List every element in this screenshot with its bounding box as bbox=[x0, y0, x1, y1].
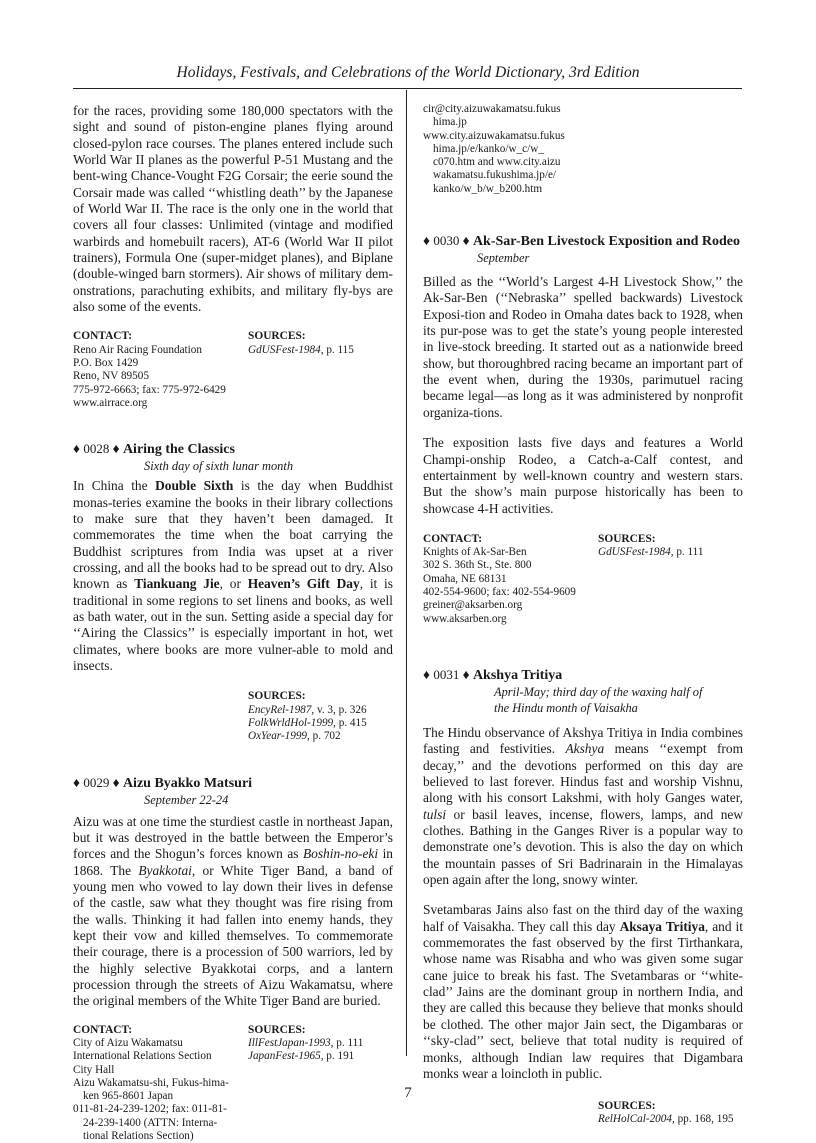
diamond-icon: ♦ bbox=[112, 441, 123, 457]
entry-heading bbox=[73, 440, 393, 458]
sources-block bbox=[423, 1100, 743, 1127]
contact-column bbox=[73, 1024, 238, 1143]
contact-column bbox=[73, 330, 238, 410]
contact-line: 011-81-24-239-1202; fax: 011-81-24-239-1400 (ATTN: Interna-tional Relations Section) bbox=[73, 1103, 227, 1143]
entry-title: Aizu Byakko Matsuri bbox=[122, 775, 253, 791]
sources-column bbox=[598, 533, 743, 560]
entry-date bbox=[73, 458, 393, 474]
left-column bbox=[73, 103, 393, 1143]
paragraph bbox=[423, 274, 743, 421]
contact-label: CONTACT: bbox=[73, 330, 133, 343]
paragraph bbox=[423, 435, 743, 517]
entry-heading bbox=[423, 232, 743, 250]
contact-line: www.airrace.org bbox=[73, 396, 148, 409]
contact-label: CONTACT: bbox=[423, 532, 483, 545]
source-citation bbox=[248, 344, 393, 357]
running-head: Holidays, Festivals, and Celebrations of the World Dictionary, 3rd Edition bbox=[176, 64, 640, 81]
text-run: pp. 168, 195 bbox=[674, 1113, 734, 1126]
source-citation bbox=[598, 546, 743, 559]
contact-column bbox=[423, 533, 588, 626]
bold-term: Double Sixth bbox=[155, 478, 234, 494]
date-line: September 22-24 bbox=[144, 792, 229, 807]
italic-term: JapanFest-1965, bbox=[248, 1050, 324, 1063]
right-column bbox=[423, 103, 743, 1127]
text-run: The Hindu observance of Akshya Tritiya in India combines fasting and festivities. bbox=[423, 724, 743, 757]
italic-term: GdUSFest-1984, bbox=[598, 546, 674, 559]
contact-sources-block bbox=[73, 1024, 393, 1143]
diamond-icon: ♦ bbox=[73, 774, 84, 790]
bold-term: Heaven’s Gift Day bbox=[247, 576, 360, 592]
text-run: p. 115 bbox=[323, 343, 354, 356]
text-run: p. 191 bbox=[323, 1050, 355, 1063]
entry-title: Airing the Classics bbox=[122, 442, 235, 458]
bold-term: Tiankuang Jie bbox=[134, 576, 220, 592]
text-run: , or bbox=[219, 576, 248, 592]
contact-line: www.aksarben.org bbox=[423, 612, 507, 625]
italic-term: OxYear-1999, bbox=[248, 730, 310, 743]
entry-number: 0029 bbox=[83, 774, 113, 790]
text-run: for the races, providing some 180,000 spectators with the sight and sound of piston-engine planes flying around closed-pylon race courses. The planes entered include such World War II planes as the powerful P-51 Mustang and the bent-wing Chance-Vought F2G Corsair; the eerie sound the Corsair made was called ‘‘whistling death’’ by the Japanese of World War II. The race is the only one in the world that covers all four classes: Unlimited (vintage and modified warbirds and homebuilt racers), AT-6 (World War II pilot trainers), Formula One (super-midget planes), and Biplane (double-winged barn stormers). Air shows of military dem-onstrations, parachuting exhibits, and military fly-bys are also some of the events. bbox=[73, 103, 393, 315]
contact-line: cir@city.aizuwakamatsu.fukus hima.jp bbox=[423, 103, 561, 129]
sources-label: SOURCES: bbox=[598, 1100, 656, 1113]
entry-date bbox=[423, 250, 743, 266]
continued-paragraph bbox=[73, 103, 393, 315]
source-citation bbox=[248, 730, 393, 743]
text-run: means ‘‘exempt from decay,’’ and the devotions performed on this day are believed to last forever. Hindus fast and worship Vishnu, along with his consort Lakshmi, with holy Ganges water, bbox=[423, 741, 743, 806]
text-run: v. 3, p. 326 bbox=[314, 703, 367, 716]
italic-term: GdUSFest-1984, bbox=[248, 343, 324, 356]
paragraph bbox=[423, 725, 743, 888]
contact-line: Knights of Ak-Sar-Ben bbox=[423, 546, 527, 559]
italic-term: Boshin-no-eki bbox=[302, 846, 379, 862]
paragraph bbox=[73, 814, 393, 1010]
entry-number: 0028 bbox=[83, 441, 113, 457]
contact-line: greiner@aksarben.org bbox=[423, 599, 523, 612]
sources-label: SOURCES: bbox=[248, 690, 306, 703]
contact-line: 302 S. 36th St., Ste. 800 bbox=[423, 559, 532, 572]
contact-line: Reno Air Racing Foundation bbox=[73, 343, 202, 356]
contact-line: P.O. Box 1429 bbox=[73, 357, 139, 370]
text-run: , and it commemorates the fast observed by the first Tirthankara, whose name was Risabha and who was given some sugar cane juice to break his fast. The Svetambaras or ‘‘white-clad’’ Jains are the dominant group in northern India, and they are called this because they believe that monks should be clothed. The other major Jain sect, the Digambaras or ‘‘sky-clad’’ sect, believe that total nudity is required of monks, although Indian law requires that Digambara monks wear a loincloth in public. bbox=[423, 918, 743, 1081]
italic-term: RelHolCal-2004, bbox=[598, 1113, 675, 1126]
contact-line: City Hall bbox=[73, 1063, 115, 1076]
text-run: p. 111 bbox=[333, 1036, 364, 1049]
diamond-icon: ♦ bbox=[423, 233, 434, 249]
date-line: the Hindu month of Vaisakha bbox=[494, 700, 638, 715]
sources-label: SOURCES: bbox=[598, 532, 656, 545]
contact-line: 402-554-9600; fax: 402-554-9609 bbox=[423, 586, 576, 599]
entry-date bbox=[73, 792, 393, 808]
continued-contact-block bbox=[73, 330, 393, 410]
contact-sources-block bbox=[423, 533, 743, 626]
entry-title: Akshya Tritiya bbox=[472, 667, 563, 683]
italic-term: FolkWrldHol-1999, bbox=[248, 716, 336, 729]
source-citation bbox=[248, 1037, 393, 1050]
source-citation bbox=[248, 704, 393, 717]
text-run: Svetambaras Jains also fast on the third day of the waxing half of Vaisakha. They call this day bbox=[423, 902, 743, 934]
sources-label: SOURCES: bbox=[248, 1023, 306, 1036]
contact-line: 775-972-6663; fax: 775-972-6429 bbox=[73, 383, 226, 396]
sources-column bbox=[248, 1024, 393, 1064]
text-run: or basil leaves, incense, flowers, lamps, and new clothes. Bathing in the Ganges River is a popular way to demonstrate one’s devotion. This is also the day on which the mountain passes of Sri Badrinarain in the Himalayas open again after the long, snowy winter. bbox=[423, 806, 743, 888]
date-line: Sixth day of sixth lunar month bbox=[144, 459, 294, 474]
diamond-icon: ♦ bbox=[423, 666, 434, 682]
source-citation bbox=[248, 717, 393, 730]
contact-line: Aizu Wakamatsu-shi, Fukus-hima-ken 965-8601 Japan bbox=[73, 1076, 229, 1103]
text-run: p. 111 bbox=[673, 546, 704, 559]
italic-term: IllFestJapan-1993, bbox=[248, 1036, 334, 1049]
bold-term: Aksaya Tritiya bbox=[619, 918, 705, 934]
text-run: p. 415 bbox=[335, 716, 367, 729]
sources-lines bbox=[248, 344, 393, 357]
diamond-icon: ♦ bbox=[462, 233, 473, 249]
contact-lines-continued bbox=[423, 103, 588, 196]
entry-number: 0031 bbox=[433, 666, 463, 682]
entry-0030 bbox=[423, 232, 743, 626]
entry-title: Ak-Sar-Ben Livestock Exposition and Rodeo bbox=[472, 234, 741, 250]
text-run: Aizu was at one time the sturdiest castle in northeast Japan, but it was destroyed in the battle between the Emperor’s forces and the Shogun’s forces known as bbox=[73, 813, 393, 862]
italic-term: Byakkotai bbox=[138, 862, 192, 878]
text-run: , or White Tiger Band, a band of young men who vowed to lay down their lives in defense of the castle, saw what they thought was fire rising from the walls. Thinking it had fallen into enemy hands, they kept their vow and killed themselves. To commemorate their courage, there is a procession of 500 warriors, led by the highly selective Byakkotai corps, and a lantern procession through the streets of Aizu Wakamatsu, where the original members of the White Tiger Band are buried. bbox=[73, 862, 394, 1009]
entry-number: 0030 bbox=[433, 233, 463, 249]
entry-0031 bbox=[423, 666, 743, 1127]
text-run: p. 702 bbox=[309, 730, 341, 743]
diamond-icon: ♦ bbox=[462, 666, 473, 682]
entry-date bbox=[423, 684, 743, 716]
diamond-icon: ♦ bbox=[112, 774, 123, 790]
italic-term: Akshya bbox=[565, 741, 605, 757]
text-run: is the day when Buddhist monas-teries examine the books in their library collections to make sure that they haven’t been damaged. It commemorates the time when the boat carrying the Buddhist scriptures from India was upset at a river crossing, and all the books had to be spread out to dry. Also known as bbox=[73, 478, 394, 592]
entry-0029-contact-continued bbox=[423, 103, 743, 196]
text-run: Billed as the ‘‘World’s Largest 4-H Livestock Show,’’ the Ak-Sar-Ben (‘‘Nebraska’’ spelled backwards) Livestock Exposi-tion and Rodeo in Omaha dates back to 1928, when its pur-pose was to get the state’s young people interested in live-stock breeding. It started out as a nationwide breed show, but thoroughbred racing became an important part of the event when, during the 1930s, parimutuel racing became legal—as long as it was administered by nonprofit organiza-tions. bbox=[423, 274, 743, 420]
text-run: The exposition lasts five days and features a World Champi-onship Rodeo, a Catch-a-Calf contest, and entertainment by well-known country and western stars. But the show’s main purpose historically has been to showcase 4-H activities. bbox=[423, 435, 743, 516]
sources-block bbox=[73, 690, 393, 743]
paragraph bbox=[73, 103, 393, 315]
contact-line: City of Aizu Wakamatsu bbox=[73, 1036, 183, 1049]
contact-lines bbox=[73, 344, 238, 410]
contact-line: International Relations Section bbox=[73, 1050, 212, 1063]
contact-label: CONTACT: bbox=[73, 1023, 133, 1036]
header-rule bbox=[73, 88, 742, 89]
paragraph bbox=[423, 902, 743, 1082]
page-number: 7 bbox=[404, 1085, 412, 1101]
entry-0028 bbox=[73, 440, 393, 743]
source-citation bbox=[248, 1050, 393, 1063]
diamond-icon: ♦ bbox=[73, 441, 84, 457]
source-citation bbox=[598, 1113, 743, 1126]
contact-line: Reno, NV 89505 bbox=[73, 370, 149, 383]
italic-term: tulsi bbox=[423, 806, 447, 822]
entry-heading bbox=[423, 666, 743, 684]
text-run: In China the bbox=[73, 478, 156, 494]
contact-line: www.city.aizuwakamatsu.fukus hima.jp/e/kanko/w_c/w_ c070.htm and www.city.aizu wakamatsu.fukushima.jp/e/ kanko/w_b/w_b200.htm bbox=[423, 129, 565, 195]
italic-term: EncyRel-1987, bbox=[248, 703, 315, 716]
entry-heading bbox=[73, 774, 393, 792]
paragraph bbox=[73, 478, 393, 674]
sources-label: SOURCES: bbox=[248, 330, 306, 343]
column-divider bbox=[406, 90, 407, 1056]
text-run: in 1868. The bbox=[73, 846, 393, 878]
sources-column bbox=[248, 330, 393, 357]
contact-line: Omaha, NE 68131 bbox=[423, 572, 507, 585]
date-line: September bbox=[477, 251, 530, 266]
text-run: , it is traditional in some regions to set linens and books, as well as bath water, out in the sun. Setting aside a special day for ‘‘Airing the Classics’’ is especially important in hot, wet climates, where books are more vulner-able to mold and insects. bbox=[73, 576, 393, 674]
date-line: April-May; third day of the waxing half of bbox=[494, 684, 703, 699]
